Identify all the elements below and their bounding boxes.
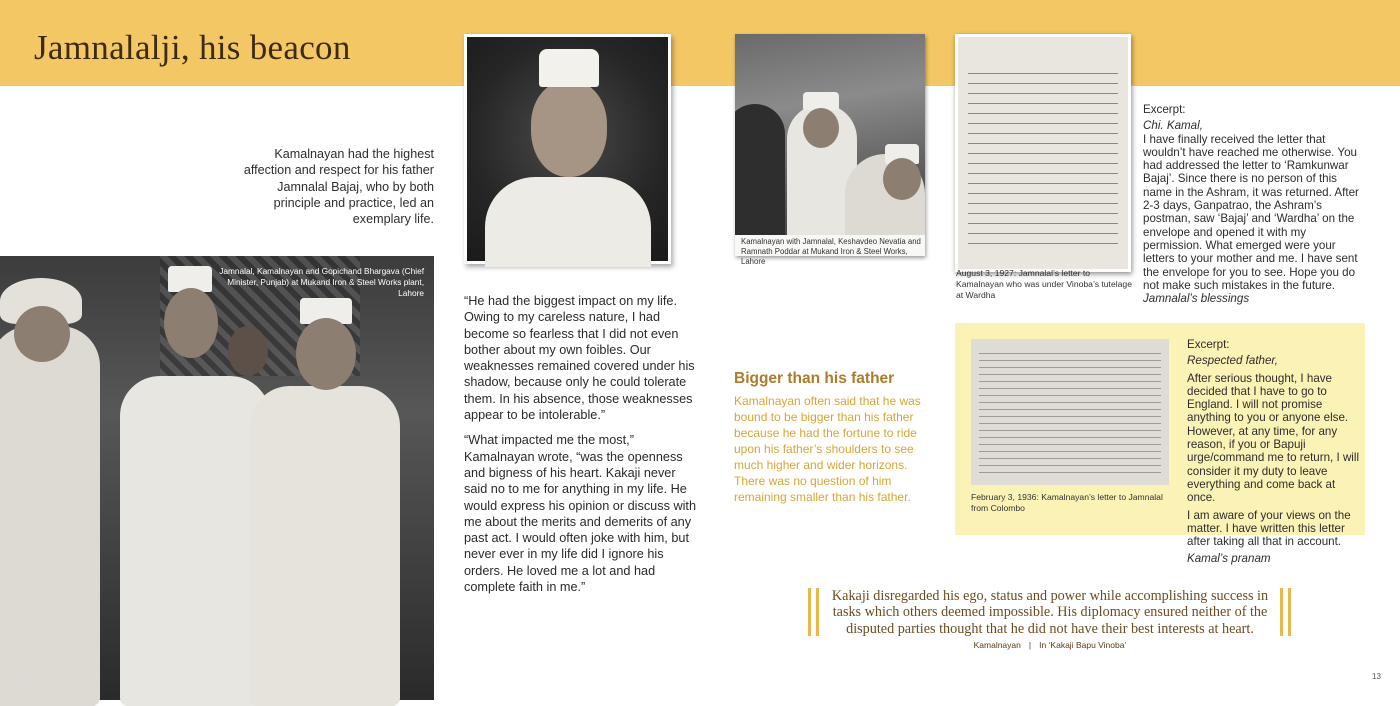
quote-bar — [1280, 588, 1283, 636]
portrait-body — [485, 177, 651, 267]
excerpt-salutation: Respected father, — [1187, 354, 1278, 368]
photo-head — [14, 306, 70, 362]
portrait-cap — [539, 49, 599, 87]
excerpt-body: I have finally received the letter that wouldn’t have reached me otherwise. You had addressed the letter to ‘Ramkunwar Bajaj’. Since there is no person of this name in the Ashram, it was returned. After 2-3 days, Ganpatrao, the Ashram’s postman, saw ‘Bajaj’ and ‘Wardha’ on the envelope and opened it with my permission. What emerged were your letters to your mother and me. I have sent the envelope for you to see. Hope you do not make such mistakes in the future. — [1143, 132, 1359, 292]
excerpt-body: I am aware of your views on the matter. I have written this letter after taking all that in account. — [1187, 508, 1351, 549]
quote-block — [464, 293, 696, 604]
page-title: Jamnalalji, his beacon — [34, 28, 351, 67]
page-number-right: 13 — [1372, 672, 1381, 681]
letter-handwriting-lines — [968, 67, 1118, 249]
photo-figure-right — [250, 386, 400, 706]
big-photo — [0, 256, 434, 700]
excerpt-salutation: Chi. Kamal, — [1143, 119, 1203, 133]
excerpt-label: Excerpt: — [1143, 103, 1186, 116]
excerpt-body: After serious thought, I have decided that I have to go to England. I will not promise anything to you or anyone else. However, at any time, for any reason, if you or Bapuji urge/command me to return, I will consider it my duty to leave everything and come back at once. — [1187, 371, 1360, 505]
quote-bar — [1288, 588, 1291, 636]
quote-source: In ‘Kakaji Bapu Vinoba’ — [1039, 640, 1127, 650]
excerpt-box — [955, 323, 1365, 566]
quote-bar — [816, 588, 819, 636]
photo-head — [803, 108, 839, 148]
group-photo-image — [735, 34, 925, 235]
excerpt-jamnalal — [1143, 103, 1368, 305]
excerpt-label: Excerpt: — [1187, 338, 1230, 351]
letter-1927-caption: August 3, 1927: Jamnalal’s letter to Kamalnayan who was under Vinoba’s tutelage at Wardha — [956, 268, 1132, 300]
group-photo-caption: Kamalnayan with Jamnalal, Keshavdeo Nevatia and Ramnath Poddar at Mukand Iron & Steel Works, Lahore — [741, 237, 921, 266]
letter-image-1936 — [971, 339, 1169, 485]
photo-figure-center — [120, 376, 270, 706]
letter-text-lines — [979, 349, 1161, 475]
excerpt-signoff: Jamnalal’s blessings — [1143, 292, 1250, 306]
excerpt-kamalnayan — [1187, 338, 1363, 566]
group-photo — [735, 34, 925, 266]
quote-paragraph-2: “What impacted me the most,” Kamalnayan wrote, “was the openness and bigness of his heart. Kakaji never said no to me for anything in my life. He would express his opinion or discuss with me about the merits and demerits of any past act. I would often joke with him, but never ever in my life did I ignore his orders. He loved me a lot and had complete faith in me.” — [464, 433, 697, 595]
quote-author: Kamalnayan — [973, 640, 1021, 650]
photo-figure-left — [0, 326, 100, 706]
pull-quote-attribution — [828, 640, 1272, 650]
pull-quote: Kakaji disregarded his ego, status and power while accomplishing success in tasks which others deemed impossible. His diplomacy ensured neither of the disputed parties thought that he did not have their best interests at heart. — [831, 588, 1269, 637]
section-body: Kamalnayan often said that he was bound to be bigger than his father because he had the fortune to ride upon his father’s shoulders to see much higher and wider horizons. There was no question of him remaining smaller than his father. — [734, 394, 921, 504]
photo-head-background — [228, 326, 268, 376]
section-heading: Bigger than his father — [734, 370, 895, 387]
quote-paragraph-1: “He had the biggest impact on my life. Owing to my careless nature, I had become so fearless that I did not even bother about my own foibles. Our weaknesses remained covered under his shadow, because only he could tolerate them. In his absence, those weaknesses appear to be intolerable.” — [464, 294, 695, 423]
portrait-face — [531, 81, 607, 177]
letter-image-1927 — [955, 34, 1131, 272]
page-number-left: 12 — [18, 672, 27, 681]
photo-figure — [735, 104, 785, 235]
quote-bar — [808, 588, 811, 636]
big-photo-caption: Jamnalal, Kamalnayan and Gopichand Bhargava (Chief Minister, Punjab) at Mukand Iron & Steel Works plant, Lahore — [219, 266, 424, 298]
photo-head — [296, 318, 356, 390]
letter-1936-caption: February 3, 1936: Kamalnayan’s letter to Jamnalal from Colombo — [971, 492, 1163, 513]
photo-head — [883, 158, 921, 200]
portrait-photo — [464, 34, 671, 264]
excerpt-signoff: Kamal’s pranam — [1187, 552, 1271, 566]
quote-separator: | — [1028, 640, 1032, 650]
intro-text: Kamalnayan had the highest affection and respect for his father Jamnalal Bajaj, who by both principle and practice, led an exemplary life. — [243, 147, 434, 227]
